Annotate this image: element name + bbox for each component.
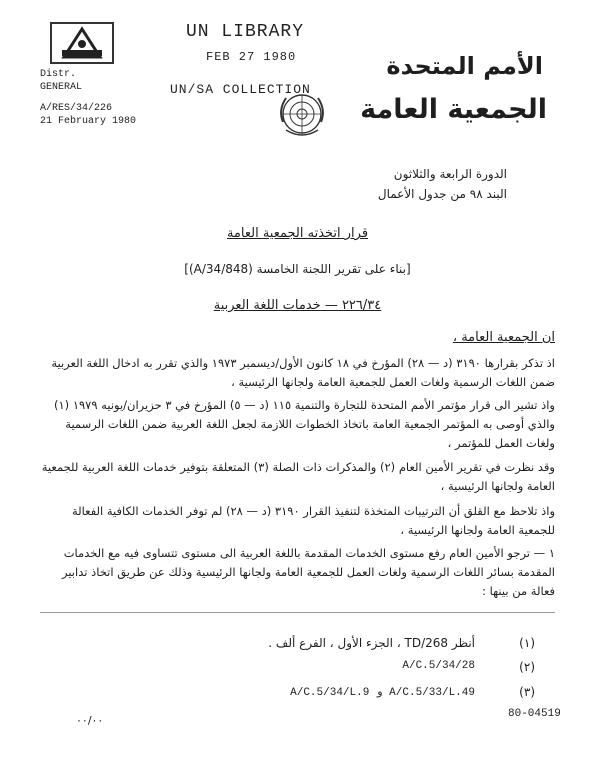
- report-reference: [بناء على تقرير اللجنة الخامسة (A/34/848)]: [184, 262, 411, 276]
- un-library-stamp: UN LIBRARY: [186, 22, 305, 42]
- un-emblem-icon: [274, 86, 330, 142]
- resolution-heading: قرار اتخذته الجمعية العامة: [226, 226, 369, 241]
- footnote-text: A/C.5/33/L.49 و A/C.5/34/L.9: [290, 687, 475, 699]
- un-emblem: [274, 86, 330, 146]
- session-line: الدورة الرابعة والثلاثون: [393, 167, 507, 181]
- session-block: [378, 164, 507, 204]
- continuation-mark: ٠٠/٠٠: [76, 714, 104, 727]
- footnote-number: (٣): [519, 685, 535, 699]
- footnote-text: A/C.5/34/28: [402, 660, 475, 672]
- operative-paragraph-1: ١ — ترجو الأمين العام رفع مستوى الخدمات المقدمة باللغة العربية الى مستوى تتساوى فيه مع الخدمات المقدمة بسائر اللغات الرسمية ولغات العمل للجمعية العامة ولجانها الرئيسية وذلك عن طريق اتخاذ تدابير فعالة من بينها :: [61, 546, 555, 598]
- distr-value: GENERAL: [40, 82, 83, 93]
- stamp-date: FEB 27 1980: [206, 50, 297, 64]
- footnote-number: (٢): [519, 660, 535, 674]
- org-name: الأمم المتحدة: [386, 52, 543, 80]
- distribution-block: [40, 68, 136, 128]
- preamble-paragraph-3: وقد نظرت في تقرير الأمين العام (٢) والمذكرات ذات الصلة (٣) المتعلقة بتوفير خدمات اللغة العربية للجمعية العامة ولجانها الرئيسية ،: [41, 460, 555, 493]
- preamble-paragraph-1: اذ تذكر بقرارها ٣١٩٠ (د — ٢٨) المؤرخ في ١٨ كانون الأول/ديسمبر ١٩٧٣ والذي تقرر به ادخال اللغة العربية ضمن اللغات الرسمية ولغات العمل للجمعية العامة ولجانها الرئيسية ،: [51, 356, 555, 389]
- footnote-number: (١): [519, 636, 535, 650]
- agenda-item: البند ٩٨ من جدول الأعمال: [377, 187, 507, 201]
- document-number: 80-04519: [508, 708, 561, 720]
- assembly-name: الجمعية العامة: [360, 94, 547, 125]
- footnote-divider: [40, 612, 555, 613]
- distr-label: Distr.: [40, 69, 77, 80]
- document-symbol: A/RES/34/226: [40, 103, 113, 114]
- preamble-paragraph-2: واذ تشير الى قرار مؤتمر الأمم المتحدة للتجارة والتنمية ١١٥ (د — ٥) المؤرخ في ٣ حزيران/يونيه ١٩٧٩ (١) والذي أوصى به المؤتمر الجمعية العامة باتخاذ الخطوات اللازمة لجعل اللغة العربية ضمن اللغات الرسمية ولغات العمل للمؤتمر ،: [53, 398, 555, 450]
- preamble-paragraph-4: واذ تلاحظ مع القلق أن الترتيبات المتخذة لتنفيذ القرار ٣١٩٠ (د — ٢٨) لم توفر الخدمات الكافية الفعالة للجمعية العامة ولجانها الرئيسية ،: [72, 504, 555, 537]
- library-emblem-icon: [52, 24, 112, 62]
- document-date: 21 February 1980: [40, 116, 137, 127]
- preamble-intro: ان الجمعية العامة ،: [452, 330, 555, 345]
- un-library-logo: [50, 22, 114, 64]
- resolution-title: ٢٢٦/٣٤ — خدمات اللغة العربية: [213, 298, 382, 313]
- collection-stamp: UN/SA COLLECTION: [170, 82, 311, 97]
- footnote-text: أنظر TD/268 ، الجزء الأول ، الفرع ألف .: [268, 636, 475, 650]
